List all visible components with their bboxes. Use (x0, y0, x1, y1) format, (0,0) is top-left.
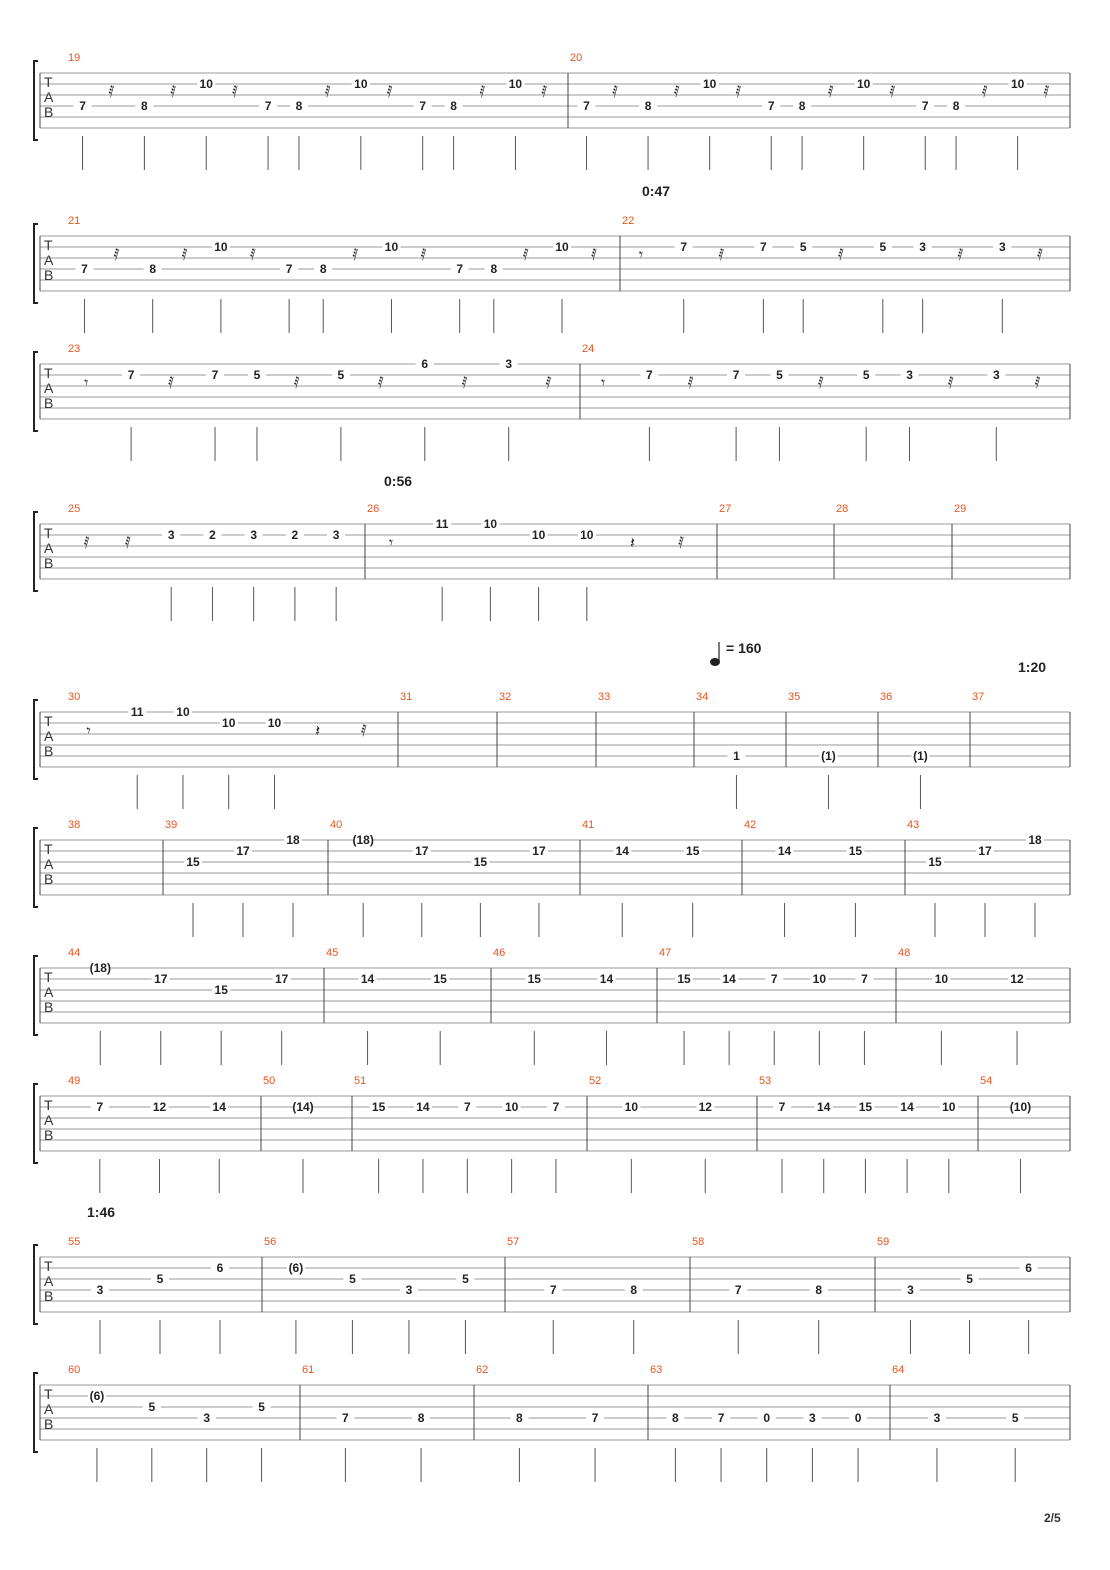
fret-number: 11 (130, 705, 144, 719)
rest: 𝅀 (1034, 373, 1041, 392)
fret-number: 2 (291, 528, 299, 542)
measure-number: 51 (354, 1075, 367, 1087)
fret-number: 6 (1025, 1261, 1032, 1275)
fret-number: 12 (152, 1100, 167, 1114)
fret-number: 7 (732, 368, 740, 382)
tab-clef-letter: A (44, 728, 54, 744)
fret-number: 10 (580, 528, 594, 542)
tab-clef-letter: B (44, 1288, 54, 1304)
rest: 𝄽 (630, 533, 635, 552)
fret-number: 3 (906, 368, 913, 382)
fret-number: 10 (508, 77, 523, 91)
rest: 𝅀 (545, 373, 552, 392)
fret-number: 15 (186, 855, 200, 869)
measure-number: 57 (507, 1236, 520, 1248)
fret-number: 10 (267, 716, 282, 730)
measure-number: 64 (892, 1364, 905, 1376)
rest: 𝅀 (83, 533, 90, 552)
fret-number: 10 (354, 77, 368, 91)
fret-number: 5 (862, 368, 870, 382)
measure-number: 40 (330, 819, 343, 831)
fret-number: 5 (799, 240, 807, 254)
fret-number: 15 (928, 855, 942, 869)
rest: 𝅀 (170, 82, 177, 101)
rest: 𝅀 (522, 245, 529, 264)
rest: 𝅀 (889, 82, 896, 101)
fret-number: 8 (630, 1283, 638, 1297)
rest: 𝄾 (388, 533, 394, 552)
measure-number: 22 (622, 215, 635, 227)
measure-number: 19 (68, 52, 81, 64)
rest: 𝅀 (293, 373, 300, 392)
fret-number: 10 (199, 77, 213, 91)
fret-number: (6) (89, 1389, 105, 1403)
fret-number: 10 (176, 705, 190, 719)
measure-number: 59 (877, 1236, 890, 1248)
measure-number: 33 (598, 691, 611, 703)
measure-number: 31 (400, 691, 413, 703)
tab-clef-letter: A (44, 984, 54, 1000)
tab-clef-letter: A (44, 1273, 54, 1289)
fret-number: 5 (337, 368, 345, 382)
staff-bracket (34, 828, 38, 907)
tab-clef-letter: A (44, 540, 54, 556)
fret-number: 8 (319, 262, 327, 276)
fret-number: 7 (770, 972, 778, 986)
staff-system (34, 183, 1070, 333)
measure-number: 28 (836, 503, 849, 515)
staff-system (34, 52, 1070, 170)
fret-number: 3 (505, 357, 513, 371)
measure-number: 38 (68, 819, 81, 831)
staff-system (34, 1364, 1070, 1482)
staff-bracket (34, 512, 38, 591)
measure-number: 44 (68, 947, 81, 959)
fret-number: 17 (274, 972, 289, 986)
fret-number: 10 (555, 240, 569, 254)
measure-number: 30 (68, 691, 81, 703)
fret-number: 8 (644, 99, 652, 113)
rest: 𝅀 (718, 245, 725, 264)
fret-number: 5 (349, 1272, 356, 1286)
rest: 𝄾 (86, 721, 91, 740)
tab-clef-letter: T (44, 713, 53, 729)
tab-clef-letter: B (44, 104, 54, 120)
fret-number: 8 (149, 262, 157, 276)
fret-number: 3 (332, 528, 340, 542)
fret-number: 8 (417, 1411, 425, 1425)
staff-system (34, 947, 1070, 1065)
rest: 𝅀 (420, 245, 427, 264)
tab-clef-letter: T (44, 1097, 53, 1113)
tab-clef-letter: T (44, 969, 53, 985)
fret-number: 3 (203, 1411, 211, 1425)
staff-system (34, 343, 1070, 461)
tab-clef-letter: T (44, 525, 53, 541)
fret-number: 7 (81, 262, 88, 276)
fret-number: 7 (127, 368, 135, 382)
fret-number: 5 (156, 1272, 164, 1286)
fret-number: 17 (415, 844, 429, 858)
rest: 𝅀 (479, 82, 486, 101)
fret-number: 3 (992, 368, 1000, 382)
measure-number: 21 (68, 215, 81, 227)
rest: 𝅀 (947, 373, 954, 392)
fret-number: 5 (148, 1400, 156, 1414)
time-marker: 0:47 (642, 183, 671, 199)
tab-clef-letter: T (44, 74, 53, 90)
measure-number: 43 (907, 819, 920, 831)
rest: 𝄽 (315, 721, 321, 740)
rest: 𝅀 (612, 82, 619, 101)
measure-number: 60 (68, 1364, 81, 1376)
fret-number: 5 (258, 1400, 265, 1414)
fret-number: (1) (821, 749, 836, 763)
fret-number: 8 (798, 99, 806, 113)
fret-number: 12 (698, 1100, 712, 1114)
rest: 𝅀 (827, 82, 834, 101)
tab-clef-letter: T (44, 841, 53, 857)
fret-number: 14 (599, 972, 614, 986)
tab-clef-letter: T (44, 1386, 53, 1402)
fret-number: 18 (286, 833, 300, 847)
rest: 𝄾 (601, 373, 606, 392)
fret-number: 14 (817, 1100, 831, 1114)
fret-number: 14 (212, 1100, 226, 1114)
fret-number: 14 (360, 972, 375, 986)
fret-number: 15 (848, 844, 863, 858)
rest: 𝅀 (324, 82, 331, 101)
fret-number: 10 (942, 1100, 956, 1114)
staff-system (34, 640, 1070, 809)
fret-number: 7 (96, 1100, 104, 1114)
fret-number: (14) (292, 1100, 314, 1114)
fret-number: 5 (776, 368, 783, 382)
staff-system (34, 473, 1070, 621)
fret-number: 7 (419, 99, 427, 113)
staff-bracket (34, 956, 38, 1035)
measure-number: 42 (744, 819, 757, 831)
staff-bracket (34, 700, 38, 779)
fret-number: 8 (295, 99, 303, 113)
fret-number: 7 (646, 368, 653, 382)
fret-number: 10 (1010, 77, 1025, 91)
measure-number: 27 (719, 503, 732, 515)
fret-number: 10 (214, 240, 228, 254)
fret-number: 10 (934, 972, 949, 986)
measure-number: 35 (788, 691, 801, 703)
measure-number: 32 (499, 691, 512, 703)
fret-number: 3 (167, 528, 175, 542)
fret-number: 7 (921, 99, 929, 113)
tab-clef-letter: B (44, 999, 54, 1015)
rest: 𝅀 (461, 373, 468, 392)
fret-number: 17 (154, 972, 168, 986)
tab-clef-letter: A (44, 1112, 54, 1128)
fret-number: 18 (1028, 833, 1042, 847)
fret-number: 8 (141, 99, 148, 113)
tab-clef-letter: A (44, 252, 54, 268)
measure-number: 50 (263, 1075, 276, 1087)
fret-number: 10 (812, 972, 827, 986)
staff-system (34, 1075, 1070, 1193)
fret-number: 7 (861, 972, 868, 986)
measure-number: 54 (980, 1075, 993, 1087)
staff-bracket (34, 61, 38, 140)
fret-number: 10 (222, 716, 236, 730)
tab-clef-letter: A (44, 1401, 54, 1417)
tempo-marking: = 160 (726, 640, 762, 656)
rest: 𝄾 (638, 245, 644, 264)
rest: 𝅀 (687, 373, 694, 392)
fret-number: 3 (405, 1283, 413, 1297)
fret-number: 10 (531, 528, 546, 542)
fret-number: 14 (900, 1100, 914, 1114)
measure-number: 39 (165, 819, 178, 831)
measure-number: 36 (880, 691, 893, 703)
fret-number: 5 (253, 368, 261, 382)
fret-number: 2 (209, 528, 216, 542)
tab-clef-letter: B (44, 267, 54, 283)
rest: 𝅀 (591, 245, 598, 264)
fret-number: 15 (677, 972, 691, 986)
measure-number: 29 (954, 503, 967, 515)
fret-number: 7 (79, 99, 86, 113)
fret-number: 8 (450, 99, 457, 113)
fret-number: 10 (504, 1100, 519, 1114)
fret-number: 8 (672, 1411, 679, 1425)
rest: 𝅀 (957, 245, 964, 264)
fret-number: (18) (352, 833, 374, 847)
fret-number: 7 (456, 262, 464, 276)
measure-number: 45 (326, 947, 339, 959)
fret-number: 3 (933, 1411, 941, 1425)
staff-bracket (34, 224, 38, 303)
fret-number: 15 (527, 972, 541, 986)
fret-number: 7 (767, 99, 775, 113)
tab-clef-letter: B (44, 743, 54, 759)
fret-number: 10 (624, 1100, 639, 1114)
staff-bracket (34, 352, 38, 431)
rest: 𝅀 (1037, 245, 1044, 264)
fret-number: 7 (734, 1283, 742, 1297)
fret-number: 3 (96, 1283, 104, 1297)
page-number: 2/5 (1044, 1511, 1061, 1525)
time-marker: 0:56 (384, 473, 413, 489)
rest: 𝅀 (360, 721, 367, 740)
fret-number: 14 (615, 844, 629, 858)
fret-number: 7 (778, 1100, 786, 1114)
rest: 𝅀 (981, 82, 988, 101)
fret-number: 15 (473, 855, 488, 869)
measure-number: 52 (589, 1075, 602, 1087)
measure-number: 46 (493, 947, 506, 959)
fret-number: 5 (966, 1272, 973, 1286)
measure-number: 55 (68, 1236, 81, 1248)
fret-number: 3 (809, 1411, 816, 1425)
fret-number: (1) (913, 749, 928, 763)
time-marker: 1:20 (1018, 659, 1047, 675)
fret-number: 6 (421, 357, 429, 371)
measure-number: 47 (659, 947, 672, 959)
rest: 𝅀 (678, 533, 685, 552)
rest: 𝅀 (386, 82, 393, 101)
staff-system (34, 819, 1070, 937)
rest: 𝅀 (541, 82, 548, 101)
time-marker: 1:46 (87, 1204, 116, 1220)
fret-number: 7 (717, 1411, 725, 1425)
staff-bracket (34, 1245, 38, 1324)
fret-number: 7 (583, 99, 590, 113)
staff-bracket (34, 1084, 38, 1163)
fret-number: 3 (998, 240, 1006, 254)
fret-number: 17 (236, 844, 250, 858)
fret-number: 0 (854, 1411, 862, 1425)
rest: 𝅀 (817, 373, 824, 392)
measure-number: 34 (696, 691, 709, 703)
rest: 𝄾 (84, 373, 89, 392)
tab-clef-letter: A (44, 89, 54, 105)
fret-number: 7 (285, 262, 293, 276)
measure-number: 37 (972, 691, 985, 703)
fret-number: 6 (216, 1261, 224, 1275)
fret-number: 3 (250, 528, 258, 542)
tab-clef-letter: B (44, 871, 54, 887)
measure-number: 25 (68, 503, 81, 515)
rest: 𝅀 (735, 82, 742, 101)
fret-number: 15 (433, 972, 447, 986)
fret-number: 17 (532, 844, 546, 858)
rest: 𝅀 (250, 245, 256, 264)
fret-number: 7 (549, 1283, 557, 1297)
measure-number: 56 (264, 1236, 277, 1248)
rest: 𝅀 (168, 373, 174, 392)
measure-number: 24 (582, 343, 595, 355)
fret-number: 5 (879, 240, 887, 254)
fret-number: 12 (1010, 972, 1024, 986)
rest: 𝅀 (838, 245, 844, 264)
rest: 𝅀 (181, 245, 188, 264)
fret-number: 15 (371, 1100, 386, 1114)
fret-number: (6) (288, 1261, 304, 1275)
tab-clef-letter: B (44, 395, 54, 411)
fret-number: 7 (211, 368, 219, 382)
fret-number: 10 (384, 240, 399, 254)
fret-number: 15 (686, 844, 700, 858)
fret-number: 3 (907, 1283, 914, 1297)
fret-number: 10 (483, 517, 498, 531)
tab-clef-letter: T (44, 365, 53, 381)
measure-number: 26 (367, 503, 380, 515)
rest: 𝅀 (673, 82, 680, 101)
rest: 𝅀 (113, 245, 120, 264)
rest: 𝅀 (352, 245, 359, 264)
fret-number: 7 (264, 99, 272, 113)
rest: 𝅀 (1043, 82, 1050, 101)
measure-number: 62 (476, 1364, 489, 1376)
fret-number: 7 (342, 1411, 349, 1425)
measure-number: 23 (68, 343, 81, 355)
fret-number: 5 (1011, 1411, 1019, 1425)
fret-number: 8 (516, 1411, 523, 1425)
rest: 𝅀 (232, 82, 239, 101)
measure-number: 53 (759, 1075, 772, 1087)
fret-number: 14 (416, 1100, 430, 1114)
tab-clef-letter: B (44, 1127, 54, 1143)
fret-number: 7 (760, 240, 767, 254)
measure-number: 63 (650, 1364, 663, 1376)
tab-clef-letter: T (44, 237, 53, 253)
fret-number: 5 (462, 1272, 469, 1286)
staff-bracket (34, 1373, 38, 1452)
fret-number: (18) (89, 961, 111, 975)
tab-clef-letter: A (44, 380, 54, 396)
fret-number: 15 (858, 1100, 873, 1114)
fret-number: 7 (552, 1100, 560, 1114)
fret-number: 7 (463, 1100, 471, 1114)
fret-number: 7 (591, 1411, 599, 1425)
fret-number: 7 (680, 240, 688, 254)
fret-number: 10 (856, 77, 871, 91)
tab-clef-letter: B (44, 555, 54, 571)
fret-number: 8 (952, 99, 960, 113)
tab-clef-letter: B (44, 1416, 54, 1432)
fret-number: 14 (777, 844, 792, 858)
rest: 𝅀 (124, 533, 131, 552)
fret-number: 14 (722, 972, 736, 986)
measure-number: 41 (582, 819, 595, 831)
measure-number: 61 (302, 1364, 315, 1376)
fret-number: 0 (763, 1411, 771, 1425)
rest: 𝅀 (108, 82, 115, 101)
rest: 𝅀 (377, 373, 384, 392)
fret-number: 8 (490, 262, 498, 276)
tab-clef-letter: T (44, 1258, 53, 1274)
fret-number: 10 (702, 77, 717, 91)
fret-number: 17 (978, 844, 992, 858)
measure-number: 49 (68, 1075, 81, 1087)
fret-number: 11 (435, 517, 449, 531)
fret-number: 3 (919, 240, 926, 254)
fret-number: 1 (733, 749, 740, 763)
fret-number: 8 (815, 1283, 823, 1297)
fret-number: (10) (1009, 1100, 1032, 1114)
measure-number: 20 (570, 52, 583, 64)
fret-number: 15 (214, 983, 228, 997)
staff-system (34, 1204, 1070, 1354)
measure-number: 58 (692, 1236, 705, 1248)
tab-clef-letter: A (44, 856, 54, 872)
measure-number: 48 (898, 947, 911, 959)
